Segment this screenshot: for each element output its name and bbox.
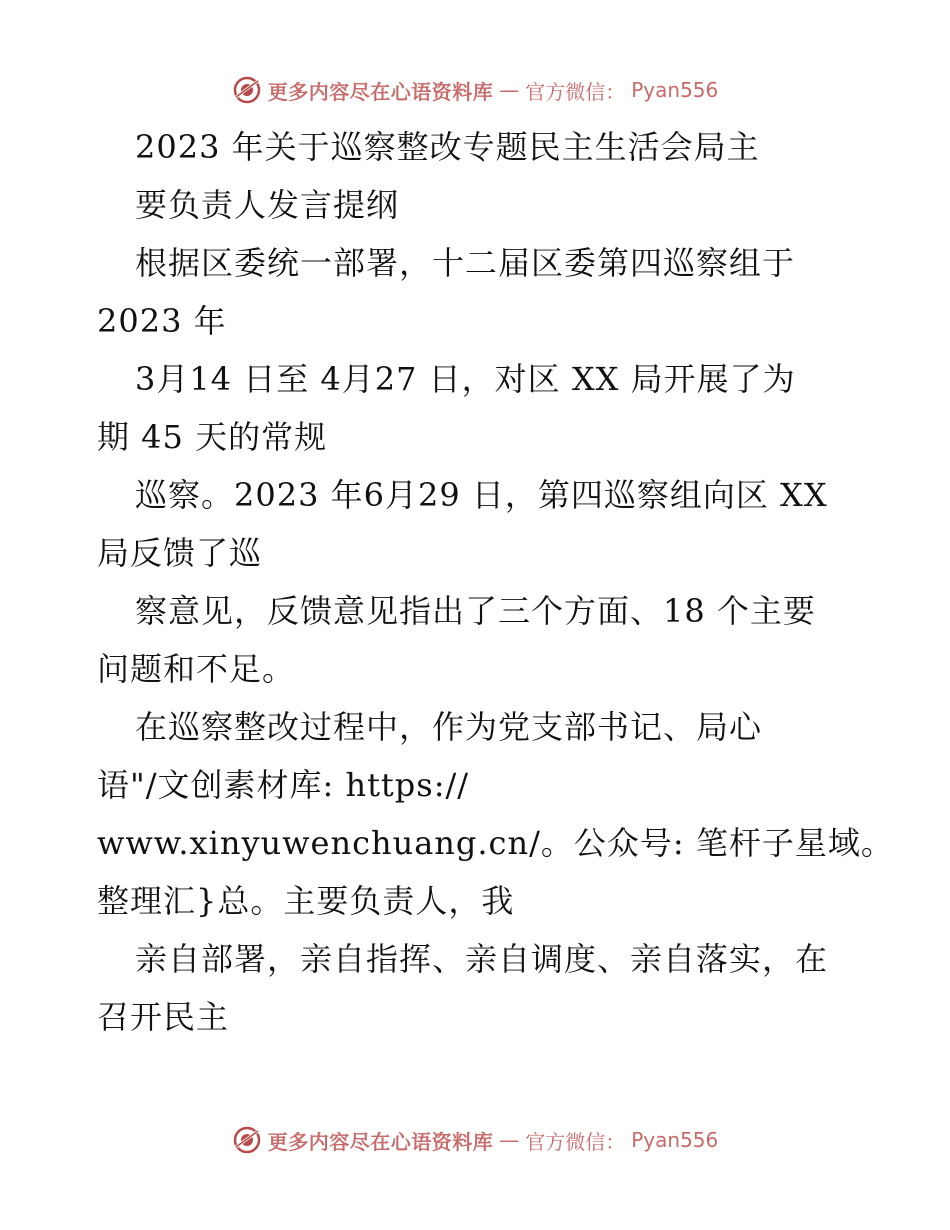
doc-line: 问题和不足。 [97, 650, 296, 688]
doc-line: 在巡察整改过程中，作为党支部书记、局心 [135, 708, 763, 746]
banner-official-label: 官方微信： [525, 79, 626, 104]
doc-line: 召开民主 [97, 998, 230, 1036]
doc-line: 要负责人发言提纲 [135, 186, 400, 224]
header-watermark-banner [0, 70, 950, 110]
doc-line: 亲自部署，亲自指挥、亲自调度、亲自落实，在 [135, 940, 829, 978]
doc-line: 根据区委统一部署，十二届区委第四巡察组于 [135, 244, 796, 282]
banner-separator: — [499, 1128, 520, 1152]
footer-watermark-banner [0, 1120, 950, 1160]
banner-separator: — [499, 78, 520, 102]
doc-line: 整理汇}总。主要负责人，我 [97, 882, 515, 920]
banner-wechat-id: Pyan556 [631, 1128, 719, 1152]
doc-line: 2023 年关于巡察整改专题民主生活会局主 [135, 128, 760, 166]
document-body [97, 118, 894, 1046]
doc-line: www.xinyuwenchuang.cn/。公众号: 笔杆子星域。 [97, 824, 894, 862]
banner-main-text: 更多内容尽在心语资料库 [267, 79, 494, 104]
doc-line: 局反馈了巡 [97, 534, 263, 572]
doc-line: 察意见，反馈意见指出了三个方面、18 个主要 [135, 592, 816, 630]
doc-line: 3月14 日至 4月27 日，对区 XX 局开展了为 [135, 360, 796, 398]
banner-official-label: 官方微信： [525, 1129, 626, 1154]
banner-main-text: 更多内容尽在心语资料库 [267, 1129, 494, 1154]
doc-line: 2023 年 [97, 302, 227, 340]
doc-line: 期 45 天的常规 [97, 418, 328, 456]
banner-wechat-id: Pyan556 [631, 78, 719, 102]
brand-logo-icon [232, 1125, 262, 1155]
brand-logo-icon [232, 75, 262, 105]
doc-line: 语"/文创素材库: https:// [97, 766, 470, 804]
doc-line: 巡察。2023 年6月29 日，第四巡察组向区 XX [135, 476, 828, 514]
